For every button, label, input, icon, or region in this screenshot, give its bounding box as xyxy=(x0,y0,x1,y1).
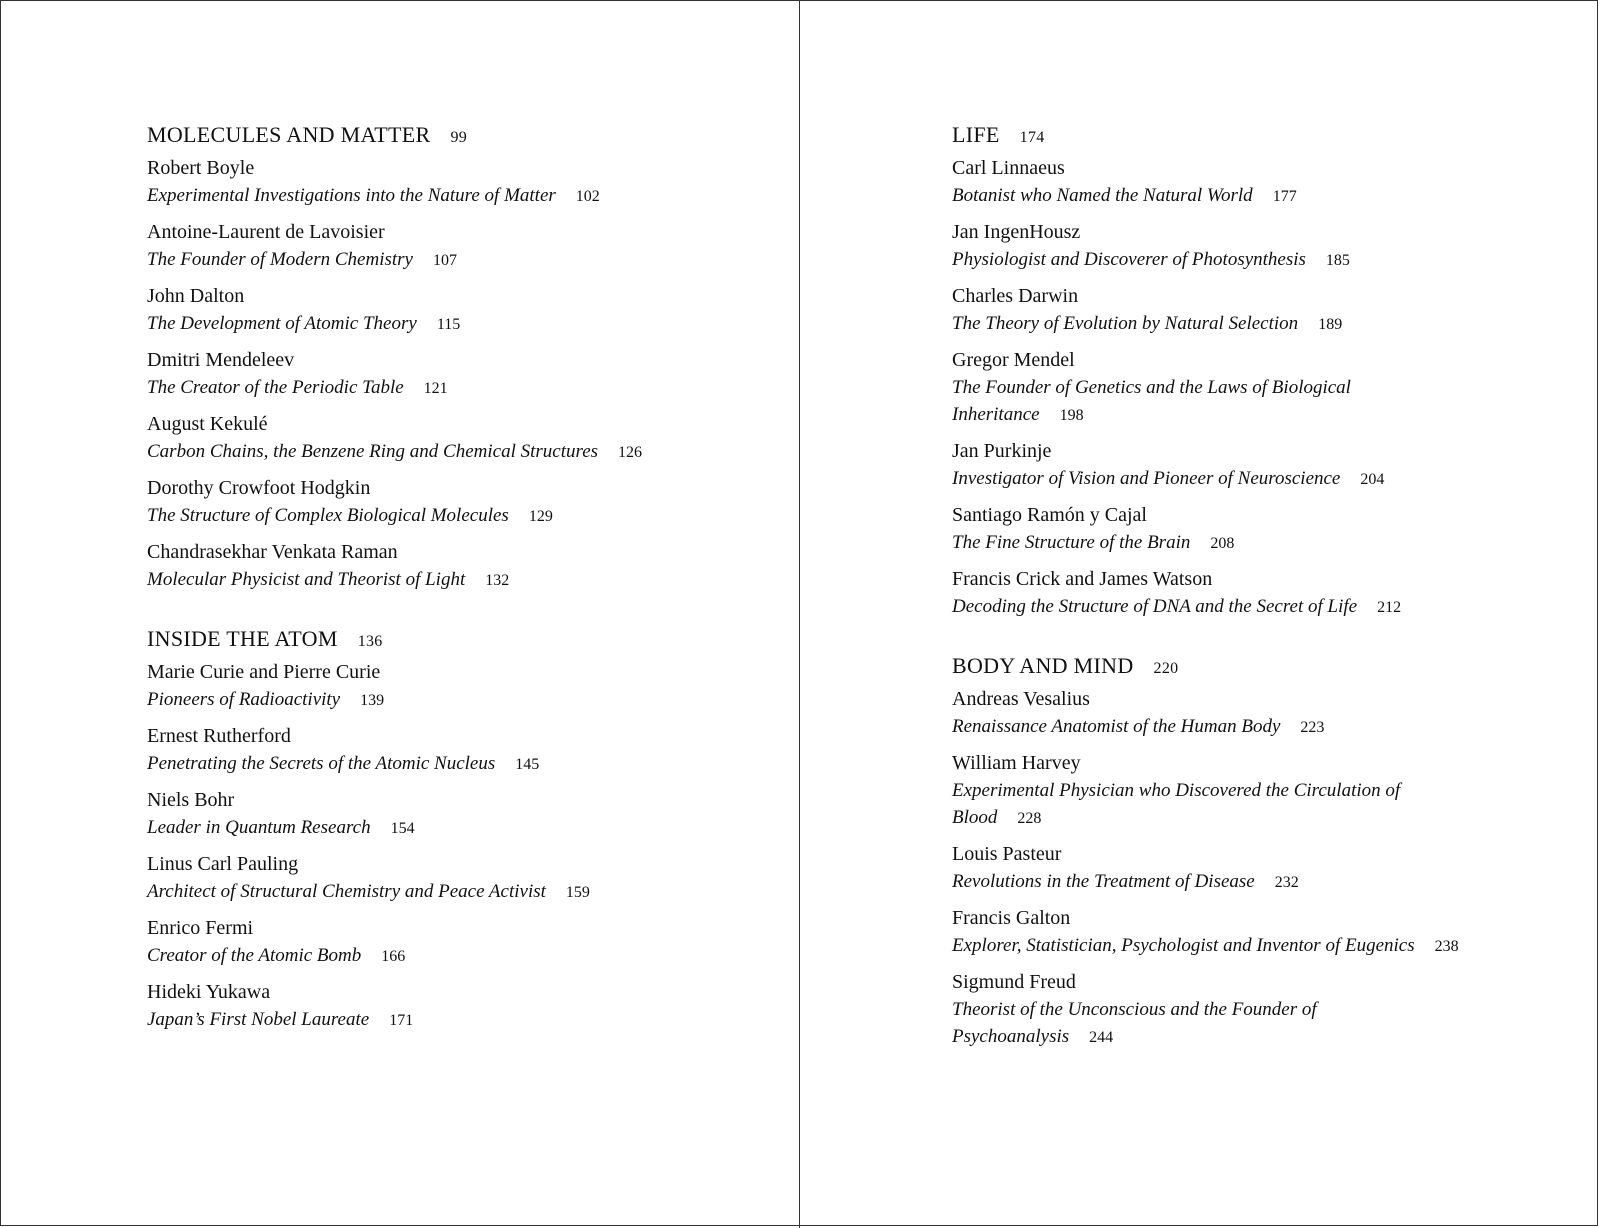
entry-page-number: 189 xyxy=(1318,316,1343,333)
toc-section xyxy=(147,624,667,1034)
section-page-number: 136 xyxy=(357,633,383,650)
entry-subtitle: The Theory of Evolution by Natural Selection xyxy=(952,313,1299,334)
toc-entry[interactable] xyxy=(147,723,667,778)
entry-subtitle: The Development of Atomic Theory xyxy=(147,313,417,334)
entry-subtitle: The Creator of the Periodic Table xyxy=(147,377,404,398)
entry-name: Niels Bohr xyxy=(147,789,235,811)
entry-name: Linus Carl Pauling xyxy=(147,853,299,875)
entry-page-number: 166 xyxy=(381,948,406,965)
entry-subtitle: Renaissance Anatomist of the Human Body xyxy=(952,716,1281,737)
toc-entry[interactable] xyxy=(147,475,667,530)
entry-page-number: 223 xyxy=(1300,719,1325,736)
section-page-number: 174 xyxy=(1019,129,1045,146)
entry-page-number: 212 xyxy=(1377,599,1402,616)
entry-subtitle-line xyxy=(952,465,1472,493)
entry-name: Robert Boyle xyxy=(147,157,255,179)
entry-page-number: 171 xyxy=(389,1012,414,1029)
entry-subtitle-line xyxy=(147,1006,667,1034)
entry-page-number: 121 xyxy=(423,380,448,397)
entry-subtitle-line xyxy=(147,438,667,466)
entry-subtitle: Pioneers of Radioactivity xyxy=(147,689,341,710)
toc-entry[interactable] xyxy=(147,283,667,338)
toc-entry[interactable] xyxy=(952,283,1472,338)
entry-page-number: 132 xyxy=(485,572,510,589)
toc-entry[interactable] xyxy=(952,566,1472,621)
section-title[interactable]: BODY AND MIND xyxy=(952,653,1134,678)
entry-subtitle: The Founder of Genetics and the Laws of Biological Inheritance xyxy=(952,377,1351,425)
entry-page-number: 185 xyxy=(1325,252,1350,269)
toc-entry[interactable] xyxy=(952,841,1472,896)
left-page xyxy=(147,120,667,1064)
entry-name: Francis Crick and James Watson xyxy=(952,568,1213,590)
entry-name: Jan Purkinje xyxy=(952,440,1052,462)
toc-entry[interactable] xyxy=(147,411,667,466)
entry-subtitle-line xyxy=(147,182,667,210)
section-heading xyxy=(147,120,667,153)
entry-page-number: 102 xyxy=(575,188,600,205)
entry-subtitle-line xyxy=(147,310,667,338)
section-page-number: 220 xyxy=(1153,660,1179,677)
entry-name: Enrico Fermi xyxy=(147,917,254,939)
entry-subtitle: The Structure of Complex Biological Molecules xyxy=(147,505,509,526)
section-heading xyxy=(147,624,667,657)
entry-subtitle: Architect of Structural Chemistry and Peace Activist xyxy=(147,881,546,902)
toc-entry[interactable] xyxy=(952,438,1472,493)
entry-page-number: 177 xyxy=(1272,188,1297,205)
toc-entry[interactable] xyxy=(147,539,667,594)
entry-subtitle: Experimental Investigations into the Nature of Matter xyxy=(147,185,556,206)
entry-subtitle: Molecular Physicist and Theorist of Light xyxy=(147,569,466,590)
toc-entry[interactable] xyxy=(952,155,1472,210)
entry-subtitle: Botanist who Named the Natural World xyxy=(952,185,1253,206)
entry-name: Sigmund Freud xyxy=(952,971,1076,993)
entry-page-number: 107 xyxy=(432,252,457,269)
section-title[interactable]: INSIDE THE ATOM xyxy=(147,626,338,651)
entry-subtitle-line xyxy=(147,566,667,594)
entry-name: Dmitri Mendeleev xyxy=(147,349,295,371)
entry-subtitle-line xyxy=(952,868,1472,896)
toc-section xyxy=(952,651,1472,1051)
entry-name: Carl Linnaeus xyxy=(952,157,1065,179)
toc-entry[interactable] xyxy=(952,750,1472,832)
entry-name: John Dalton xyxy=(147,285,245,307)
entry-subtitle: Theorist of the Unconscious and the Founder of Psychoanalysis xyxy=(952,999,1317,1047)
section-title[interactable]: LIFE xyxy=(952,122,1000,147)
toc-entry[interactable] xyxy=(147,219,667,274)
entry-page-number: 139 xyxy=(360,692,385,709)
toc-entry[interactable] xyxy=(952,969,1472,1051)
section-heading xyxy=(952,120,1472,153)
section-page-number: 99 xyxy=(450,129,468,146)
entry-subtitle-line xyxy=(952,996,1472,1051)
entry-page-number: 232 xyxy=(1274,874,1299,891)
entry-name: Jan IngenHousz xyxy=(952,221,1081,243)
entry-name: Antoine-Laurent de Lavoisier xyxy=(147,221,385,243)
entry-name: Andreas Vesalius xyxy=(952,688,1090,710)
entry-subtitle-line xyxy=(952,182,1472,210)
entry-subtitle-line xyxy=(147,374,667,402)
entry-name: Marie Curie and Pierre Curie xyxy=(147,661,381,683)
entry-subtitle: Carbon Chains, the Benzene Ring and Chemical Structures xyxy=(147,441,599,462)
entry-subtitle-line xyxy=(147,814,667,842)
entry-subtitle: Creator of the Atomic Bomb xyxy=(147,945,362,966)
toc-entry[interactable] xyxy=(147,347,667,402)
right-page xyxy=(952,120,1472,1081)
entry-name: Chandrasekhar Venkata Raman xyxy=(147,541,398,563)
entry-name: Ernest Rutherford xyxy=(147,725,291,747)
toc-section xyxy=(952,120,1472,621)
entry-subtitle: Revolutions in the Treatment of Disease xyxy=(952,871,1255,892)
entry-page-number: 228 xyxy=(1017,810,1042,827)
entry-subtitle-line xyxy=(147,686,667,714)
toc-entry[interactable] xyxy=(147,659,667,714)
toc-entry[interactable] xyxy=(147,979,667,1034)
entry-subtitle-line xyxy=(147,750,667,778)
entry-subtitle-line xyxy=(952,593,1472,621)
entry-subtitle: Japan’s First Nobel Laureate xyxy=(147,1009,370,1030)
entry-subtitle: The Fine Structure of the Brain xyxy=(952,532,1191,553)
toc-entry[interactable] xyxy=(147,851,667,906)
entry-page-number: 204 xyxy=(1360,471,1385,488)
toc-entry[interactable] xyxy=(147,155,667,210)
toc-entry[interactable] xyxy=(952,502,1472,557)
entry-subtitle-line xyxy=(952,374,1472,429)
page-gutter-divider xyxy=(799,0,800,1228)
entry-page-number: 154 xyxy=(390,820,415,837)
entry-subtitle-line xyxy=(147,942,667,970)
entry-name: Dorothy Crowfoot Hodgkin xyxy=(147,477,371,499)
entry-page-number: 115 xyxy=(436,316,461,333)
entry-page-number: 208 xyxy=(1210,535,1235,552)
entry-subtitle-line xyxy=(952,932,1472,960)
entry-page-number: 198 xyxy=(1059,407,1084,424)
toc-entry[interactable] xyxy=(952,686,1472,741)
entry-page-number: 238 xyxy=(1434,938,1459,955)
toc-entry[interactable] xyxy=(147,915,667,970)
entry-name: Hideki Yukawa xyxy=(147,981,271,1003)
entry-subtitle-line xyxy=(952,246,1472,274)
toc-entry[interactable] xyxy=(952,905,1472,960)
entry-name: Louis Pasteur xyxy=(952,843,1062,865)
entry-page-number: 244 xyxy=(1089,1029,1114,1046)
entry-subtitle-line xyxy=(952,777,1472,832)
entry-name: Charles Darwin xyxy=(952,285,1079,307)
entry-subtitle: Penetrating the Secrets of the Atomic Nucleus xyxy=(147,753,496,774)
entry-subtitle: The Founder of Modern Chemistry xyxy=(147,249,413,270)
entry-subtitle-line xyxy=(952,713,1472,741)
entry-subtitle: Experimental Physician who Discovered the Circulation of Blood xyxy=(952,780,1401,828)
entry-subtitle-line xyxy=(952,529,1472,557)
entry-subtitle-line xyxy=(147,246,667,274)
entry-name: William Harvey xyxy=(952,752,1081,774)
entry-page-number: 129 xyxy=(528,508,553,525)
entry-subtitle: Decoding the Structure of DNA and the Secret of Life xyxy=(952,596,1358,617)
entry-name: Santiago Ramón y Cajal xyxy=(952,504,1147,526)
entry-subtitle: Investigator of Vision and Pioneer of Neuroscience xyxy=(952,468,1341,489)
entry-subtitle-line xyxy=(952,310,1472,338)
entry-name: August Kekulé xyxy=(147,413,268,435)
entry-name: Francis Galton xyxy=(952,907,1071,929)
toc-section xyxy=(147,120,667,594)
entry-subtitle: Physiologist and Discoverer of Photosynthesis xyxy=(952,249,1306,270)
entry-subtitle: Leader in Quantum Research xyxy=(147,817,371,838)
entry-subtitle-line xyxy=(147,878,667,906)
toc-entry[interactable] xyxy=(147,787,667,842)
entry-page-number: 126 xyxy=(618,444,643,461)
toc-entry[interactable] xyxy=(952,219,1472,274)
entry-subtitle-line xyxy=(147,502,667,530)
toc-entry[interactable] xyxy=(952,347,1472,429)
entry-name: Gregor Mendel xyxy=(952,349,1075,371)
entry-page-number: 145 xyxy=(515,756,540,773)
section-heading xyxy=(952,651,1472,684)
entry-subtitle: Explorer, Statistician, Psychologist and Inventor of Eugenics xyxy=(952,935,1415,956)
section-title[interactable]: MOLECULES AND MATTER xyxy=(147,122,431,147)
entry-page-number: 159 xyxy=(565,884,590,901)
